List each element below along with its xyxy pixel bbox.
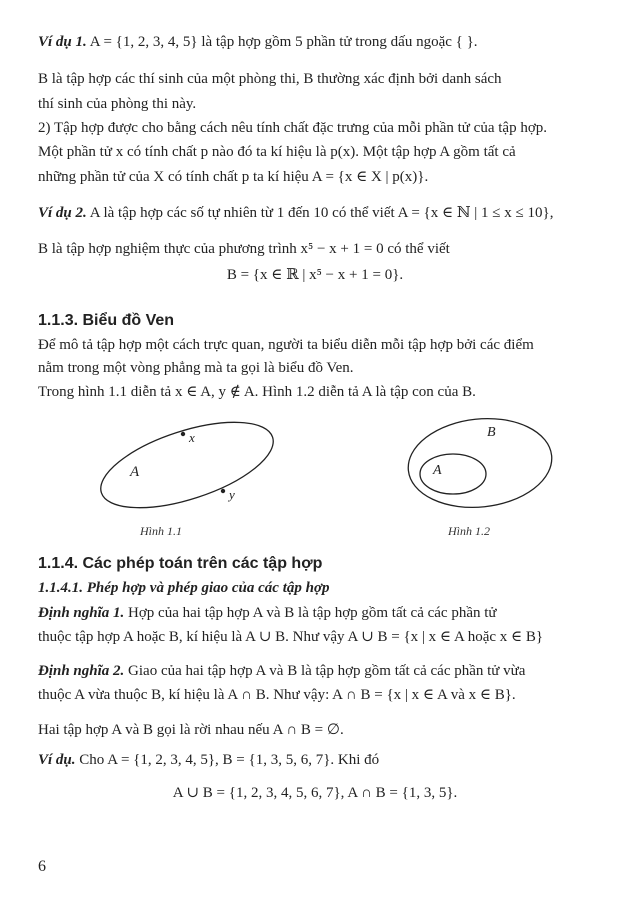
example-line: Ví dụ. Cho A = {1, 2, 3, 4, 5}, B = {1, 3, 5, 6, 7}. Khi đó bbox=[38, 752, 380, 768]
text-line: những phần tử của X có tính chất p ta kí hiệu A = {x ∈ X | p(x)}. bbox=[38, 169, 429, 185]
example-2-line: Ví dụ 2. A là tập hợp các số tự nhiên từ 1 đến 10 có thể viết A = {x ∈ ℕ | 1 ≤ x ≤ 10}, bbox=[38, 205, 554, 221]
text-line: Trong hình 1.1 diễn tả x ∈ A, y ∉ A. Hình 1.2 diễn tả A là tập con của B. bbox=[38, 384, 476, 400]
set-a-label: A bbox=[130, 464, 140, 480]
text-line: B là tập hợp nghiệm thực của phương trình x⁵ − x + 1 = 0 có thể viết bbox=[38, 241, 450, 257]
definition-1-line: Định nghĩa 1. Hợp của hai tập hợp A và B là tập hợp gồm tất cả các phần tử bbox=[38, 605, 497, 621]
text-line: thuộc tập hợp A hoặc B, kí hiệu là A ∪ B. Như vậy A ∪ B = {x | x ∈ A hoặc x ∈ B} bbox=[38, 629, 544, 645]
subsection-heading-1-1-4-1: 1.1.4.1. Phép hợp và phép giao của các tập hợp bbox=[38, 580, 330, 596]
figure-caption: Hình 1.2 bbox=[448, 524, 490, 538]
text-line: nằm trong một vòng phẳng mà ta gọi là biểu đồ Ven. bbox=[38, 360, 354, 376]
point-y-dot bbox=[221, 489, 225, 493]
example-text: Cho A = {1, 2, 3, 4, 5}, B = {1, 3, 5, 6, 7}. Khi đó bbox=[79, 752, 380, 768]
venn-figure-1-1 bbox=[95, 410, 295, 520]
text-line: Để mô tả tập hợp một cách trực quan, người ta biểu diễn mỗi tập hợp bởi các điểm bbox=[38, 337, 534, 353]
point-x-label: x bbox=[189, 430, 195, 445]
definition-1-text: Hợp của hai tập hợp A và B là tập hợp gồm tất cả các phần tử bbox=[128, 605, 497, 621]
definition-2-text: Giao của hai tập hợp A và B là tập hợp gồm tất cả các phần tử vừa bbox=[128, 663, 526, 679]
figure-caption: Hình 1.1 bbox=[140, 524, 182, 538]
text-line: thí sinh của phòng thi này. bbox=[38, 96, 197, 112]
formula-line: A ∪ B = {1, 2, 3, 4, 5, 6, 7}, A ∩ B = {1, 3, 5}. bbox=[172, 785, 458, 801]
example-2-text: A là tập hợp các số tự nhiên từ 1 đến 10 có thể viết A = {x ∈ ℕ | 1 ≤ x ≤ 10}, bbox=[89, 205, 554, 221]
page-number: 6 bbox=[38, 858, 46, 875]
section-heading-1-1-4: 1.1.4. Các phép toán trên các tập hợp bbox=[38, 555, 323, 572]
section-heading-1-1-3: 1.1.3. Biểu đồ Ven bbox=[38, 312, 175, 329]
example-1-line: Ví dụ 1. A = {1, 2, 3, 4, 5} là tập hợp gồm 5 phần tử trong dấu ngoặc { }. bbox=[38, 34, 478, 50]
definition-2-line: Định nghĩa 2. Giao của hai tập hợp A và B là tập hợp gồm tất cả các phần tử vừa bbox=[38, 663, 526, 679]
formula-line: B = {x ∈ ℝ | x⁵ − x + 1 = 0}. bbox=[226, 267, 404, 283]
text-line: Một phần tử x có tính chất p nào đó ta kí hiệu là p(x). Một tập hợp A gồm tất cả bbox=[38, 144, 516, 160]
set-b-label: B bbox=[487, 425, 496, 440]
venn-figure-1-2 bbox=[405, 408, 565, 518]
text-line: B là tập hợp các thí sinh của một phòng thi, B thường xác định bởi danh sách bbox=[38, 71, 502, 87]
point-y-label: y bbox=[229, 487, 235, 502]
text-line: 2) Tập hợp được cho bằng cách nêu tính chất đặc trưng của mỗi phần tử của tập hợp. bbox=[38, 120, 547, 136]
set-a-ellipse bbox=[420, 454, 486, 494]
set-a-label: A bbox=[433, 463, 442, 478]
text-line: Hai tập hợp A và B gọi là rời nhau nếu A ∩ B = ∅. bbox=[38, 722, 344, 738]
point-x-dot bbox=[181, 432, 185, 436]
example-1-text: A = {1, 2, 3, 4, 5} là tập hợp gồm 5 phần tử trong dấu ngoặc { }. bbox=[89, 34, 478, 50]
text-line: thuộc A vừa thuộc B, kí hiệu là A ∩ B. Như vậy: A ∩ B = {x | x ∈ A và x ∈ B}. bbox=[38, 687, 516, 703]
